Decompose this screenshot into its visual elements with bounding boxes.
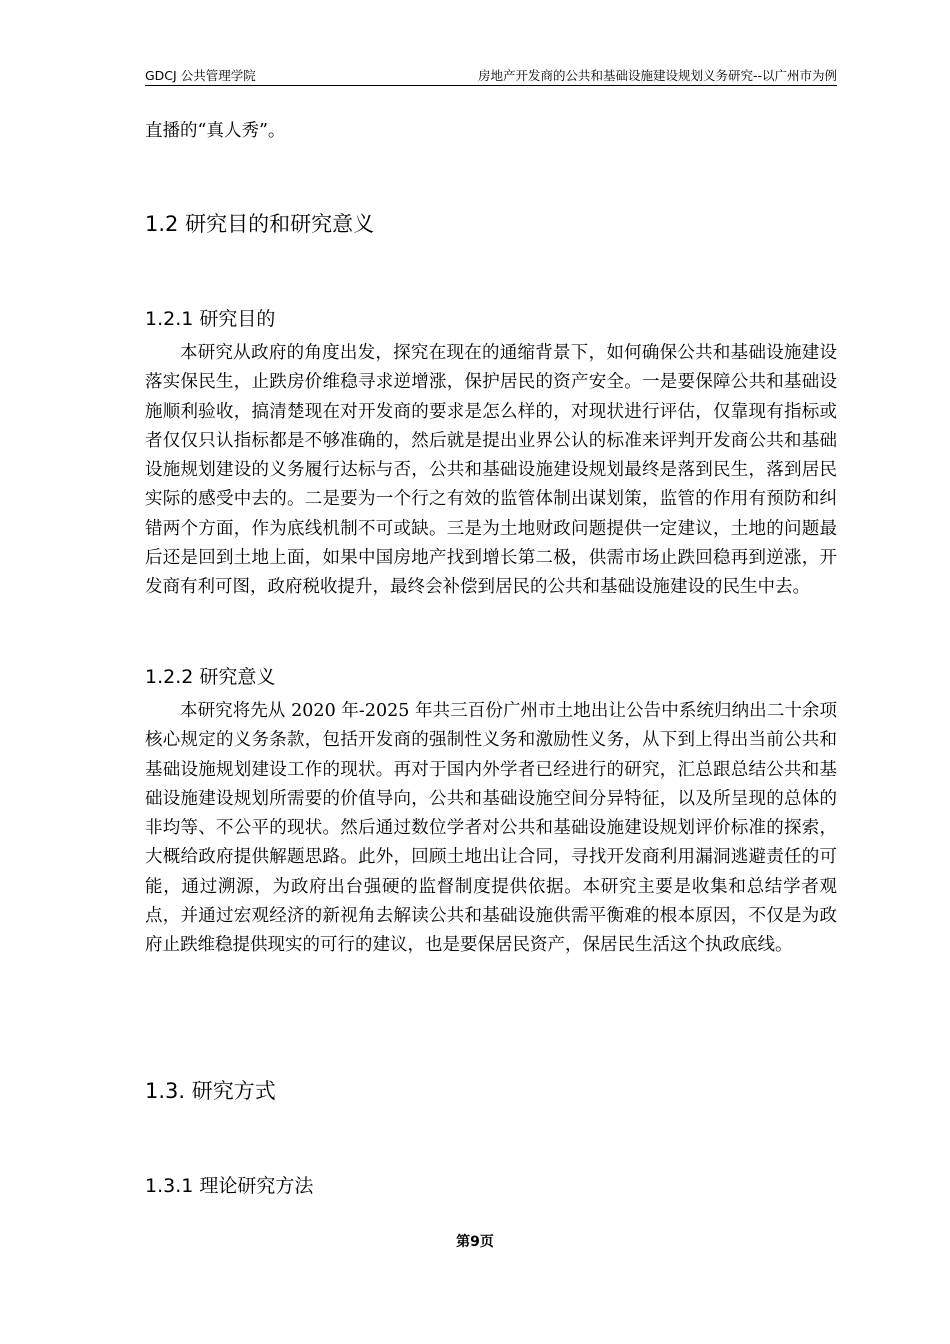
section-1-2-heading: 1.2 研究目的和研究意义 [145, 212, 375, 236]
section-1-3-1-heading: 1.3.1 理论研究方法 [145, 1175, 314, 1197]
section-1-2-1-heading: 1.2.1 研究目的 [145, 308, 276, 330]
section-1-3-heading: 1.3. 研究方式 [145, 1079, 276, 1103]
section-1-2-2-heading: 1.2.2 研究意义 [145, 666, 276, 688]
header-thesis-title: 房地产开发商的公共和基础设施建设规划义务研究--以广州市为例 [477, 68, 837, 83]
section-1-2-1-paragraph: 本研究从政府的角度出发，探究在现在的通缩背景下，如何确保公共和基础设施建设落实保民生，止跌房价维稳寻求逆增涨，保护居民的资产安全。一是要保障公共和基础设施顺利验收，搞清楚现在对开发商的要求是怎么样的，对现状进行评估，仅靠现有指标或者仅仅只认指标都是不够准确的，然后就是提出业界公认的标准来评判开发商公共和基础设施规划建设的义务履行达标与否，公共和基础设施建设规划最终是落到民生，落到居民实际的感受中去的。二是要为一个行之有效的监管体制出谋划策，监管的作用有预防和纠错两个方面，作为底线机制不可或缺。三是为土地财政问题提供一定建议，土地的问题最后还是回到土地上面，如果中国房地产找到增长第二极，供需市场止跌回稳再到逆涨，开发商有利可图，政府税收提升，最终会补偿到居民的公共和基础设施建设的民生中去。 [145, 343, 837, 598]
header-school: GDCJ 公共管理学院 [145, 68, 256, 83]
section-1-2-2-paragraph: 本研究将先从 2020 年-2025 年共三百份广州市土地出让公告中系统归纳出二十余项核心规定的义务条款，包括开发商的强制性义务和激励性义务，从下到上得出当前公共和基础设施规划建设工作的现状。再对于国内外学者已经进行的研究，汇总跟总结公共和基础设施建设规划所需要的价值导向，公共和基础设施空间分异特征，以及所呈现的总体的非均等、不公平的现状。然后通过数位学者对公共和基础设施建设规划评价标准的探索，大概给政府提供解题思路。此外，回顾土地出让合同，寻找开发商利用漏洞逃避责任的可能，通过溯源，为政府出台强硬的监督制度提供依据。本研究主要是收集和总结学者观点，并通过宏观经济的新视角去解读公共和基础设施供需平衡难的根本原因，不仅是为政府止跌维稳提供现实的可行的建议，也是要保居民资产，保居民生活这个执政底线。 [145, 701, 837, 956]
page-header [145, 67, 837, 86]
page-number: 第9页 [456, 1234, 494, 1250]
intro-tail-text: 直播的“真人秀”。 [145, 121, 286, 141]
